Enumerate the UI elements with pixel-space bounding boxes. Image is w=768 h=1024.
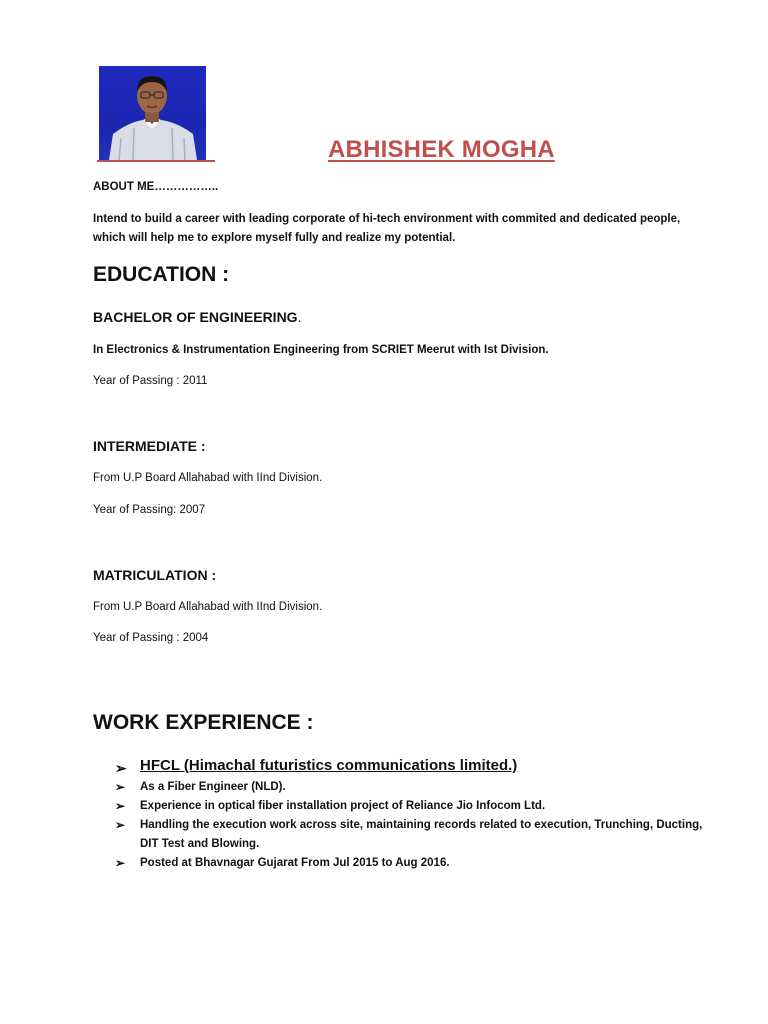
photo-divider	[97, 160, 215, 162]
work-item	[115, 797, 705, 816]
work-experience-heading: WORK EXPERIENCE :	[93, 711, 314, 734]
profile-photo	[99, 66, 206, 160]
work-item-text: As a Fiber Engineer (NLD).	[140, 781, 286, 793]
intermediate-year: Year of Passing: 2007	[93, 504, 206, 516]
matriculation-year: Year of Passing : 2004	[93, 632, 209, 644]
person-portrait-icon	[99, 66, 206, 160]
education-heading: EDUCATION :	[93, 263, 230, 286]
about-text: Intend to build a career with leading corporate of hi-tech environment with commited and dedicated people, which will help me to explore myself fully and realize my potential.	[93, 213, 681, 244]
arrow-bullet-icon: ➢	[115, 856, 126, 870]
company-item	[115, 755, 705, 777]
work-item-text: Handling the execution work across site, maintaining records related to execution, Trunching, Ducting, DIT Test and Blowing.	[140, 819, 703, 850]
arrow-bullet-icon: ➢	[115, 818, 126, 832]
bachelor-year: Year of Passing : 2011	[93, 375, 208, 387]
bachelor-title: BACHELOR OF ENGINEERING.	[93, 309, 302, 325]
work-experience-list	[115, 755, 705, 873]
work-item	[115, 778, 705, 797]
bachelor-detail: In Electronics & Instrumentation Engineering from SCRIET Meerut with Ist Division.	[93, 344, 549, 356]
arrow-bullet-icon: ➢	[115, 780, 126, 794]
about-heading: ABOUT ME……………..	[93, 181, 219, 193]
work-item-text: Posted at Bhavnagar Gujarat From Jul 2015 to Aug 2016.	[140, 857, 450, 869]
matriculation-title: MATRICULATION :	[93, 567, 217, 583]
candidate-name: ABHISHEK MOGHA	[328, 136, 555, 163]
matriculation-detail: From U.P Board Allahabad with IInd Division.	[93, 601, 323, 613]
company-name: HFCL (Himachal futuristics communications limited.)	[140, 757, 518, 774]
work-item-text: Experience in optical fiber installation project of Reliance Jio Infocom Ltd.	[140, 800, 546, 812]
arrow-bullet-icon: ➢	[115, 760, 127, 776]
arrow-bullet-icon: ➢	[115, 799, 126, 813]
intermediate-detail: From U.P Board Allahabad with IInd Division.	[93, 472, 323, 484]
work-item	[115, 854, 705, 873]
intermediate-title: INTERMEDIATE :	[93, 438, 206, 454]
work-item	[115, 816, 705, 854]
